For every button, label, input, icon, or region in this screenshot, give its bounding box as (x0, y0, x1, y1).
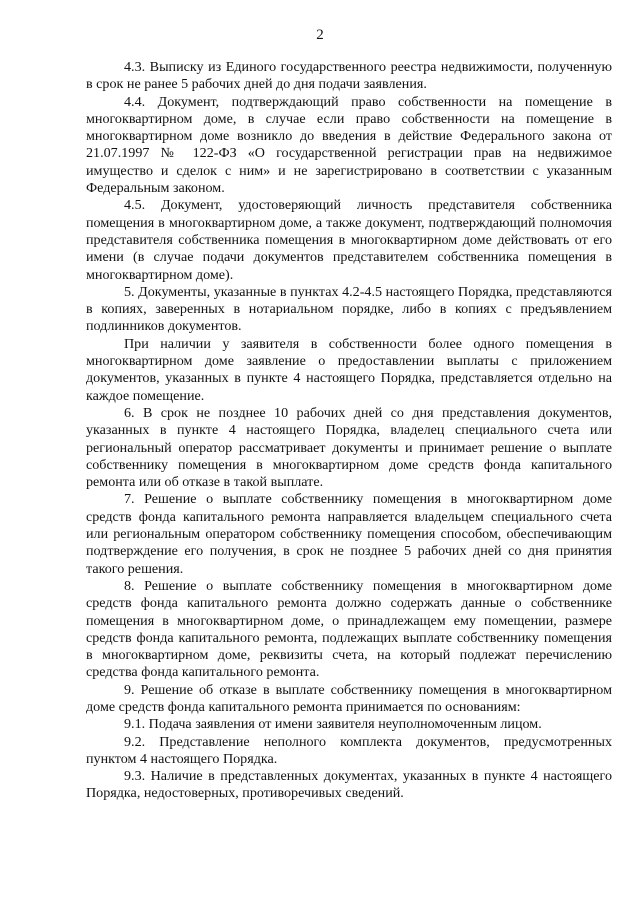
paragraph-9-1: 9.1. Подача заявления от имени заявителя неуполномоченным лицом. (124, 716, 542, 733)
paragraph-8: 8. Решение о выплате собственнику помещения в многоквартирном доме средств фонда капитального ремонта должно содержать данные о собственнике помещения в многоквартирном доме, о принадлежащем ему помещении, размере средств фонда капитального ремонта, подлежащих выплате собственнику помещения в многоквартирном доме, реквизиты счета, на который подлежат перечислению средства фонда капитального ремонта. (86, 577, 612, 681)
paragraph-9-2: 9.2. Представление неполного комплекта документов, предусмотренных пунктом 4 настоящего Порядка. (86, 733, 612, 767)
paragraph-4-4: 4.4. Документ, подтверждающий право собственности на помещение в многоквартирном доме, в случае если право собственности на помещение в многоквартирном доме возникло до введения в действие Федерального закона от 21.07.1997 № 122-ФЗ «О государственной регистрации прав на недвижимое имущество и сделок с ним» и не зарегистрировано в соответствии с указанным Федеральным законом. (86, 93, 612, 197)
paragraph-multiple-premises: При наличии у заявителя в собственности более одного помещения в многоквартирном доме заявление о предоставлении выплаты с приложением документов, указанных в пункте 4 настоящего Порядка, представляется отдельно на каждое помещение. (86, 335, 612, 404)
paragraph-6: 6. В срок не позднее 10 рабочих дней со дня представления документов, указанных в пункте 4 настоящего Порядка, владелец специального счета или региональный оператор рассматривает документы и принимает решение о выплате собственнику помещения в многоквартирном доме средств фонда капитального ремонта или об отказе в такой выплате. (86, 404, 612, 491)
paragraph-9-3: 9.3. Наличие в представленных документах, указанных в пункте 4 настоящего Порядка, недостоверных, противоречивых сведений. (86, 768, 612, 802)
page-number: 2 (316, 27, 324, 43)
document-body (86, 59, 612, 803)
paragraph-4-3: 4.3. Выписку из Единого государственного реестра недвижимости, полученную в срок не ранее 5 рабочих дней до дня подачи заявления. (86, 59, 612, 93)
paragraph-5: 5. Документы, указанные в пунктах 4.2-4.5 настоящего Порядка, представляются в копиях, заверенных в нотариальном порядке, либо в копиях с предъявлением подлинников документов. (86, 283, 612, 335)
paragraph-4-5: 4.5. Документ, удостоверяющий личность представителя собственника помещения в многоквартирном доме, а также документ, подтверждающий полномочия представителя собственника помещения в многоквартирном доме действовать от его имени (в случае подачи документов представителем собственника помещения в многоквартирном доме). (86, 197, 612, 283)
paragraph-9: 9. Решение об отказе в выплате собственнику помещения в многоквартирном доме средств фонда капитального ремонта принимается по основаниям: (86, 681, 612, 715)
paragraph-7: 7. Решение о выплате собственнику помещения в многоквартирном доме средств фонда капитального ремонта направляется владельцем специального счета или региональным оператором собственнику помещения способом, обеспечивающим подтверждение его получения, в срок не позднее 5 рабочих дней со дня принятия такого решения. (86, 491, 612, 577)
